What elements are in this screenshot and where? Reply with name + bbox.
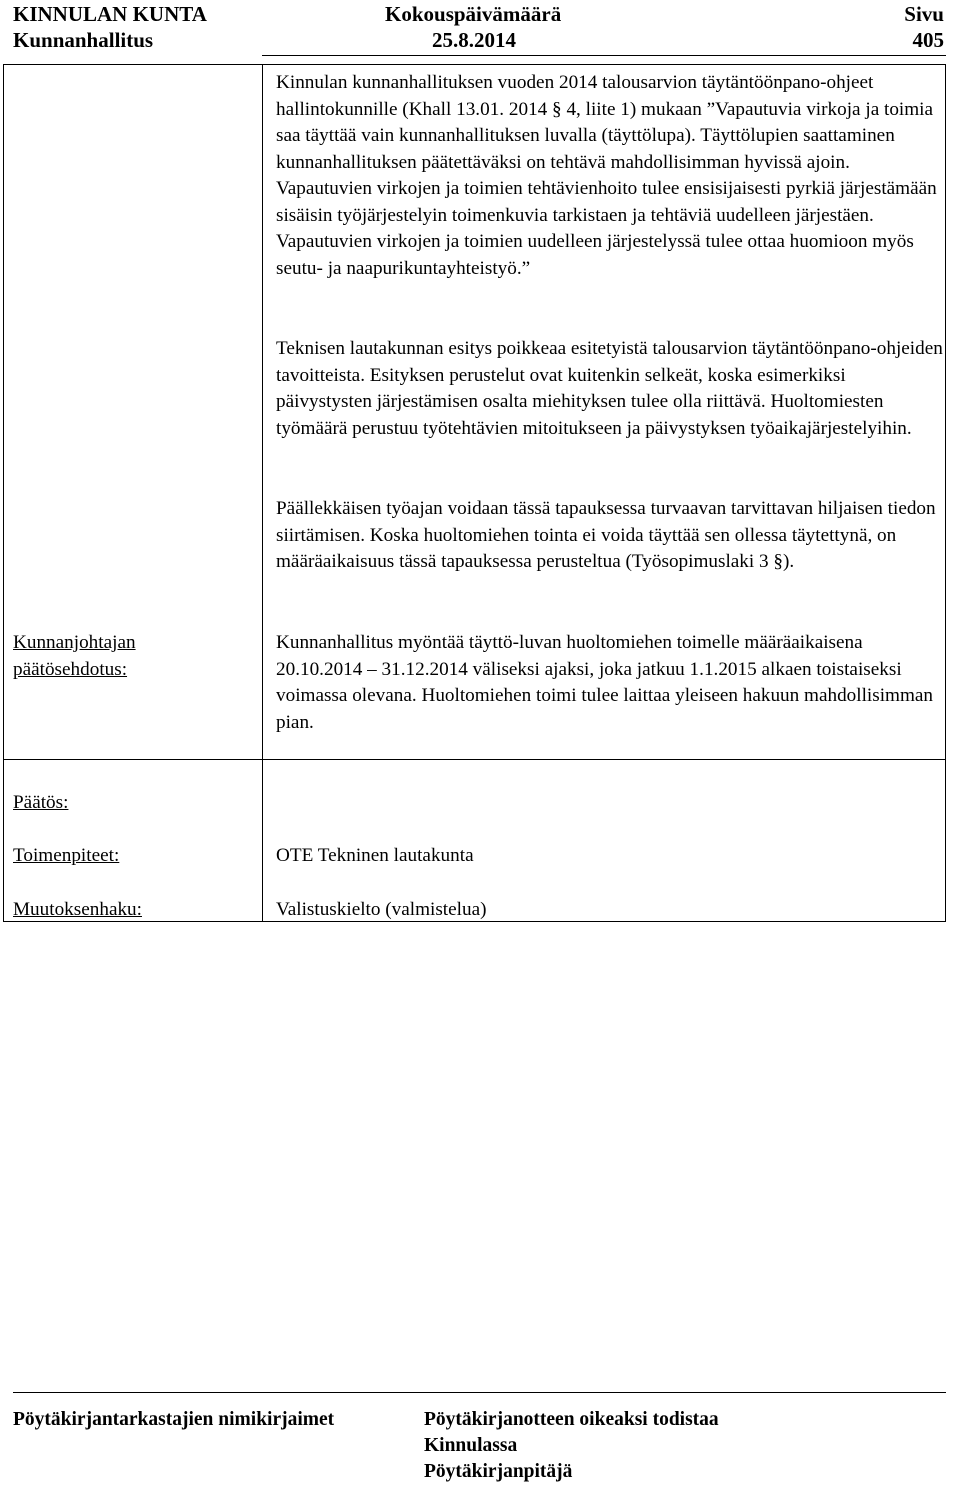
table-right-border [945, 64, 946, 921]
proposal-text: Kunnanhallitus myöntää täyttö-luvan huoltomiehen toimelle määräaikaisena 20.10.2014 – 31.12.2014 väliseksi ajaksi, joka jatkuu 1.1.2015 alkaen toistaiseksi voimassa olevana. Huoltomiehen toimi tulee laittaa yleiseen hakuun mahdollisimman pian. [276, 632, 934, 733]
table-column-divider [262, 64, 263, 921]
proposal-label: Kunnanjohtajan päätösehdotus: [13, 632, 136, 680]
body-name: Kunnanhallitus [13, 28, 154, 52]
page-label: Sivu [904, 2, 944, 26]
appeal-label: Muutoksenhaku: [13, 899, 142, 920]
actions-label: Toimenpiteet: [13, 845, 120, 866]
appeal-value: Valistuskielto (valmistelua) [276, 899, 487, 920]
header-rule [262, 55, 946, 56]
page-number: 405 [912, 28, 944, 52]
footer-secretary: Pöytäkirjanpitäjä [424, 1461, 573, 1482]
decision-label: Päätös: [13, 792, 69, 813]
organization-name: KINNULAN KUNTA [13, 2, 207, 26]
table-top-border [3, 64, 946, 65]
meeting-date-label: Kokouspäivämäärä [385, 2, 562, 26]
table-left-border [3, 64, 4, 921]
paragraph-budget-guidelines: Kinnulan kunnanhallituksen vuoden 2014 talousarvion täytäntöönpano-ohjeet hallintokunnille (Khall 13.01. 2014 § 4, liite 1) mukaan ”Vapautuvia virkoja ja toimia saa täyttää vain kunnanhallituksen luvalla (täyttölupa). Täyttölupien saattaminen kunnanhallituksen päätettäväksi on tehtävä mahdollisimman hyvissä ajoin. Vapautuvien virkojen ja toimien tehtävienhoito tulee ensisijaisesti pyrkiä järjestämään sisäisin työjärjestelyin toimenkuvia tarkistaen ja tehtäviä uudelleen järjestäen. Vapautuvien virkojen ja toimien uudelleen järjestelyssä tulee ottaa huomioon myös seutu- ja naapurikuntayhteistyö.” [276, 72, 937, 279]
paragraph-technical-board: Teknisen lautakunnan esitys poikkeaa esitetyistä talousarvion täytäntöönpano-ohjeiden tavoitteista. Esityksen perustelut ovat kuitenkin selkeät, koska esimerkiksi päivystysten järjestämisen osalta miehityksen tulee olla riittävä. Huoltomiesten työmäärä perustuu työtehtävien mitoitukseen ja päivystyksen työaikajärjestelyihin. [276, 338, 943, 439]
footer-place: Kinnulassa [424, 1435, 518, 1456]
footer-checkers-initials: Pöytäkirjantarkastajien nimikirjaimet [13, 1409, 335, 1430]
meeting-date: 25.8.2014 [432, 28, 516, 52]
paragraph-overlap: Päällekkäisen työajan voidaan tässä tapauksessa turvaavan tarvittavan hiljaisen tiedon siirtämisen. Koska huoltomiehen tointa ei voida täyttää sen ollessa täytettynä, on määräaikaisuus tässä tapauksessa perusteltua (Työsopimuslaki 3 §). [276, 498, 936, 572]
actions-value: OTE Tekninen lautakunta [276, 845, 474, 866]
footer-rule [13, 1392, 946, 1393]
table-row-divider [3, 759, 946, 760]
footer-certification: Pöytäkirjanotteen oikeaksi todistaa [424, 1409, 719, 1430]
